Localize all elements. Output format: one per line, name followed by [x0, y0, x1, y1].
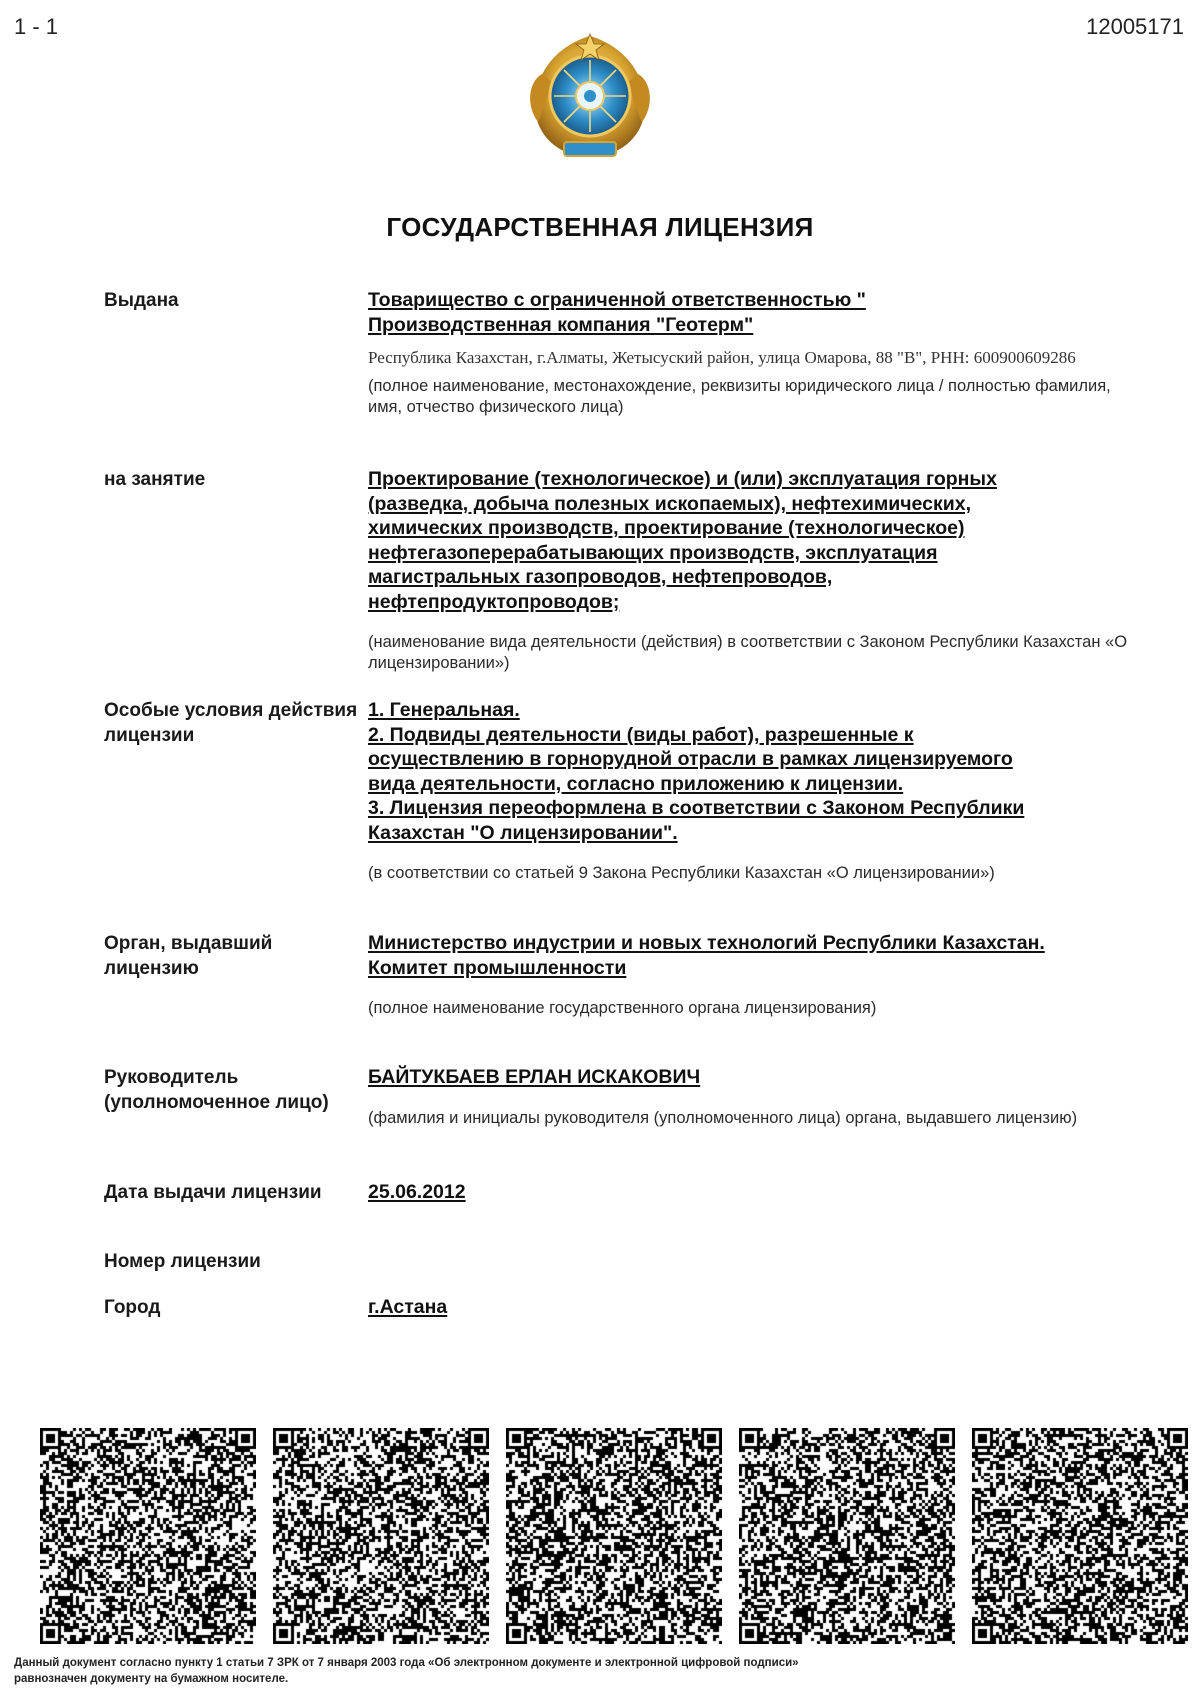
footer-line: Данный документ согласно пункту 1 статьи 7 ЗРК от 7 января 2003 года «Об электронном документе и электронной цифровой подписи»	[14, 1657, 799, 1669]
qr-code-2	[273, 1428, 489, 1644]
head-hint: (фамилия и инициалы руководителя (уполномоченного лица) органа, выдавшего лицензию)	[368, 1108, 1078, 1127]
activity-hint: (наименование вида деятельности (действия) в соответствии с Законом Республики Казахстан «О лицензировании»)	[368, 633, 1128, 672]
activity-line: Проектирование (технологическое) и (или) эксплуатация горных	[368, 468, 997, 490]
city-label: Город	[104, 1297, 161, 1318]
page-index: 1 - 1	[14, 14, 59, 39]
issued-to-label: Выдана	[104, 290, 179, 311]
footer-line: равнозначен документу на бумажном носителе.	[14, 1673, 289, 1685]
condition-line: 3. Лицензия переоформлена в соответствии с Законом Республики	[368, 797, 1025, 819]
conditions-hint: (в соответствии со статьей 9 Закона Республики Казахстан «О лицензировании»)	[368, 864, 995, 882]
activity-line: химических производств, проектирование (технологическое)	[368, 517, 965, 539]
condition-line: 1. Генеральная.	[368, 699, 520, 721]
licensee-name-line: Производственная компания "Геотерм"	[368, 313, 754, 336]
activity-line: (разведка, добыча полезных ископаемых), нефтехимических,	[368, 492, 971, 515]
condition-line: Казахстан "О лицензировании".	[368, 821, 678, 844]
activity-line: магистральных газопроводов, нефтепроводов,	[368, 566, 833, 588]
document-number: 12005171	[1086, 14, 1184, 39]
qr-code-5	[972, 1428, 1188, 1644]
head-label: Руководитель (уполномоченное лицо)	[104, 1067, 329, 1113]
authority-line: Комитет промышленности	[368, 956, 627, 979]
state-emblem-icon	[522, 30, 658, 164]
licensee-name-line: Товарищество с ограниченной ответственностью "	[368, 289, 866, 311]
license-number-label: Номер лицензии	[104, 1251, 261, 1272]
city-value: г.Астана	[368, 1296, 448, 1318]
authority-line: Министерство индустрии и новых технологий Республики Казахстан.	[368, 932, 1045, 954]
legal-footer	[14, 1655, 1114, 1687]
issue-date-value: 25.06.2012	[368, 1181, 466, 1203]
qr-code-3	[506, 1428, 722, 1644]
qr-code-4	[739, 1428, 955, 1644]
conditions-label: Особые условия действия лицензии	[104, 700, 358, 746]
activity-line: нефтепродуктопроводов;	[368, 590, 620, 613]
qr-code-strip	[40, 1428, 1190, 1648]
authority-label: Орган, выдавший лицензию	[104, 933, 273, 979]
head-name: БАЙТУКБАЕВ ЕРЛАН ИСКАКОВИЧ	[368, 1066, 701, 1088]
condition-line: 2. Подвиды деятельности (виды работ), разрешенные к	[368, 723, 914, 746]
activity-line: нефтегазоперерабатывающих производств, эксплуатация	[368, 541, 938, 564]
authority-hint: (полное наименование государственного органа лицензирования)	[368, 999, 877, 1017]
document-title: ГОСУДАРСТВЕННАЯ ЛИЦЕНЗИЯ	[386, 212, 814, 242]
condition-line: осуществлению в горнорудной отрасли в рамках лицензируемого	[368, 748, 1013, 770]
licensee-address: Республика Казахстан, г.Алматы, Жетысуский район, улица Омарова, 88 "В", РНН: 600900609286	[368, 348, 1076, 367]
licensee-hint: (полное наименование, местонахождение, реквизиты юридического лица / полностью фамилия, имя, отчество физического лица)	[368, 377, 1111, 416]
condition-line: вида деятельности, согласно приложению к лицензии.	[368, 772, 904, 795]
activity-label: на занятие	[104, 469, 206, 490]
qr-code-1	[40, 1428, 256, 1644]
issue-date-label: Дата выдачи лицензии	[104, 1182, 322, 1203]
